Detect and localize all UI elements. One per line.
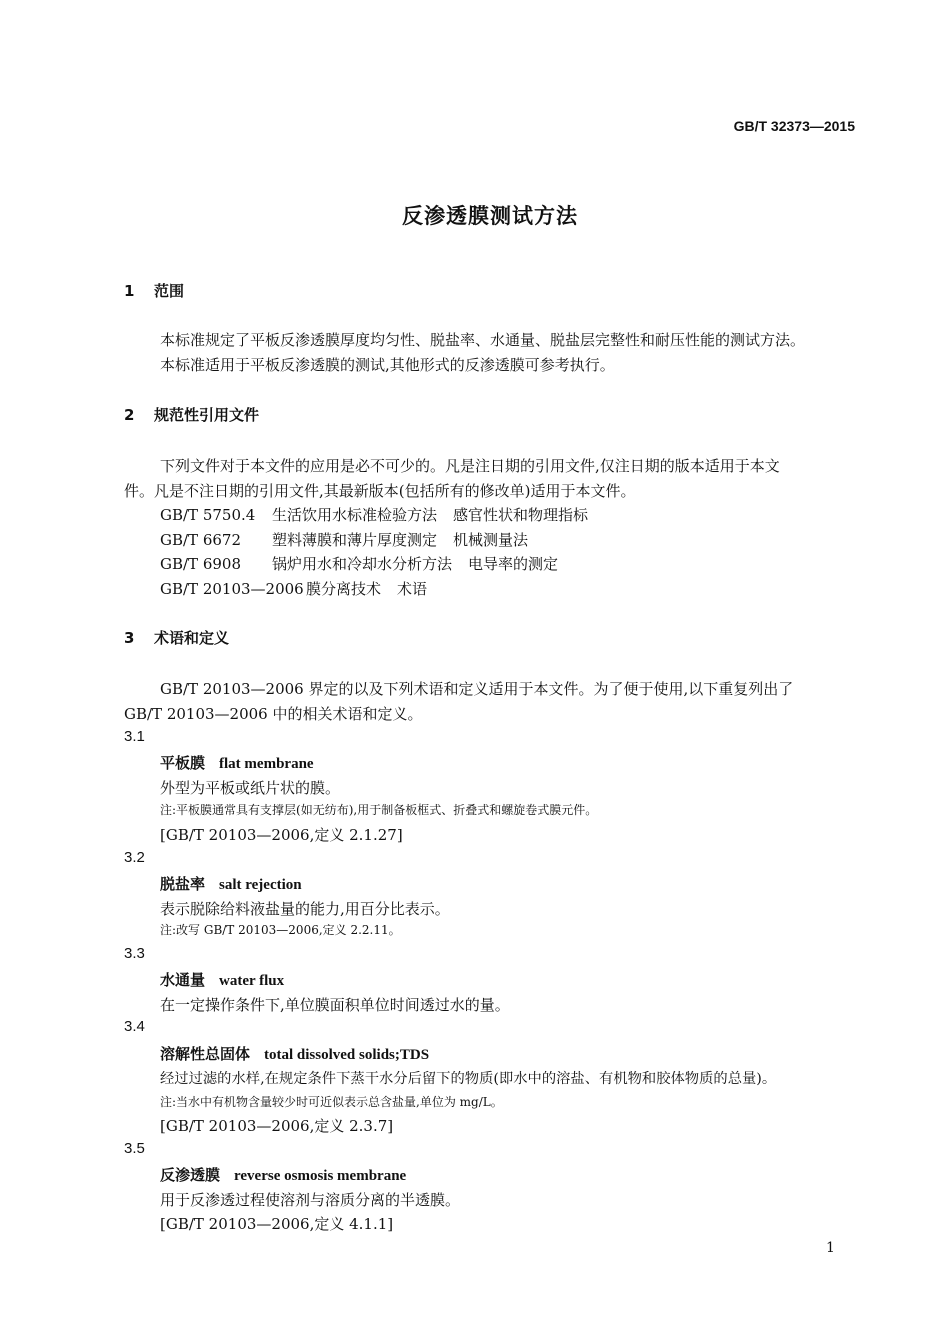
clause-number: 3.2 xyxy=(124,849,145,866)
section-number: 3 xyxy=(124,629,135,647)
section-1-heading xyxy=(124,280,184,301)
reference-subtitle: 术语 xyxy=(397,580,428,598)
paragraph: 件。凡是不注日期的引用文件,其最新版本(包括所有的修改单)适用于本文件。 xyxy=(124,482,636,500)
clause-number: 3.5 xyxy=(124,1140,145,1157)
term-source: [GB/T 20103—2006,定义 2.1.27] xyxy=(160,826,403,844)
term-note: 注:当水中有机物含量较少时可近似表示总含盐量,单位为 mg/L。 xyxy=(160,1095,503,1109)
term-definition: 用于反渗透过程使溶剂与溶质分离的半透膜。 xyxy=(160,1191,461,1209)
section-title: 规范性引用文件 xyxy=(154,406,260,424)
standard-number: GB/T 32373—2015 xyxy=(733,118,855,134)
term-english: salt rejection xyxy=(219,877,302,893)
term-source: [GB/T 20103—2006,定义 4.1.1] xyxy=(160,1215,394,1233)
paragraph: 本标准适用于平板反渗透膜的测试,其他形式的反渗透膜可参考执行。 xyxy=(160,356,615,374)
section-2-heading xyxy=(124,404,259,425)
reference-code: GB/T 5750.4 xyxy=(160,506,256,524)
term-note: 注:改写 GB/T 20103—2006,定义 2.2.11。 xyxy=(160,923,401,937)
term-english: reverse osmosis membrane xyxy=(234,1168,407,1184)
term-chinese: 溶解性总固体 xyxy=(160,1045,251,1063)
term-english: water flux xyxy=(219,973,285,989)
section-number: 1 xyxy=(124,282,135,300)
term-definition: 表示脱除给料液盐量的能力,用百分比表示。 xyxy=(160,900,450,918)
reference-subtitle: 电导率的测定 xyxy=(468,555,559,573)
clause-number: 3.1 xyxy=(124,728,145,745)
paragraph: GB/T 20103—2006 界定的以及下列术语和定义适用于本文件。为了便于使用,以下重复列出了 xyxy=(160,680,794,698)
term-english: total dissolved solids;TDS xyxy=(264,1047,430,1063)
section-title: 范围 xyxy=(154,282,185,300)
reference-code: GB/T 20103—2006 xyxy=(160,580,304,598)
reference-title: 膜分离技术 xyxy=(306,580,382,598)
reference-subtitle: 机械测量法 xyxy=(453,531,529,549)
term-note: 注:平板膜通常具有支撑层(如无纺布),用于制备板框式、折叠式和螺旋卷式膜元件。 xyxy=(160,803,598,817)
term-heading xyxy=(160,752,314,773)
term-source: [GB/T 20103—2006,定义 2.3.7] xyxy=(160,1117,394,1135)
clause-number: 3.3 xyxy=(124,945,145,962)
reference-title: 塑料薄膜和薄片厚度测定 xyxy=(272,531,438,549)
reference-code: GB/T 6672 xyxy=(160,531,242,549)
reference-title: 锅炉用水和冷却水分析方法 xyxy=(272,555,453,573)
term-definition: 经过过滤的水样,在规定条件下蒸干水分后留下的物质(即水中的溶盐、有机物和胶体物质的总量)。 xyxy=(160,1071,777,1087)
term-chinese: 脱盐率 xyxy=(160,875,206,893)
term-english: flat membrane xyxy=(219,756,314,772)
paragraph: 本标准规定了平板反渗透膜厚度均匀性、脱盐率、水通量、脱盐层完整性和耐压性能的测试方法。 xyxy=(160,331,806,349)
reference-subtitle: 感官性状和物理指标 xyxy=(453,506,589,524)
section-number: 2 xyxy=(124,406,135,424)
reference-item xyxy=(160,553,558,574)
paragraph: 下列文件对于本文件的应用是必不可少的。凡是注日期的引用文件,仅注日期的版本适用于本文 xyxy=(160,457,780,475)
term-definition: 外型为平板或纸片状的膜。 xyxy=(160,779,341,797)
term-heading xyxy=(160,1043,429,1064)
term-chinese: 反渗透膜 xyxy=(160,1166,221,1184)
clause-number: 3.4 xyxy=(124,1018,145,1035)
page-number: 1 xyxy=(826,1240,835,1256)
section-3-heading xyxy=(124,627,229,648)
reference-code: GB/T 6908 xyxy=(160,555,242,573)
term-heading xyxy=(160,969,284,990)
reference-item xyxy=(160,529,528,550)
term-chinese: 水通量 xyxy=(160,971,206,989)
term-heading xyxy=(160,873,302,894)
reference-item xyxy=(160,578,427,599)
term-definition: 在一定操作条件下,单位膜面积单位时间透过水的量。 xyxy=(160,996,510,1014)
paragraph: GB/T 20103—2006 中的相关术语和定义。 xyxy=(124,705,423,723)
reference-title: 生活饮用水标准检验方法 xyxy=(272,506,438,524)
document-title: 反渗透膜测试方法 xyxy=(402,204,578,228)
term-heading xyxy=(160,1164,406,1185)
section-title: 术语和定义 xyxy=(154,629,230,647)
reference-item xyxy=(160,504,588,525)
term-chinese: 平板膜 xyxy=(160,754,206,772)
